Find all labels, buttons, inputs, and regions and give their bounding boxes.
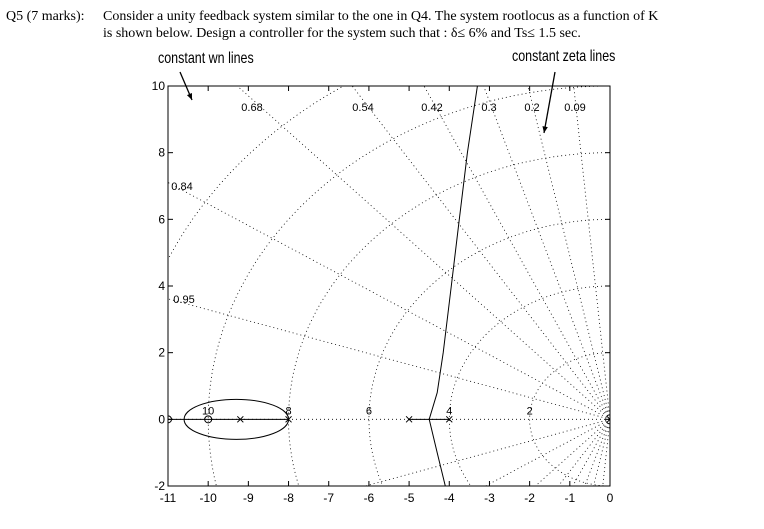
x-tick-label: -10 (199, 491, 217, 505)
x-tick-label: -6 (363, 491, 375, 505)
wn-lines-note: constant wn lines (158, 50, 254, 67)
question-line-1: Consider a unity feedback system similar to the one in Q4. The system rootlocus as a function of K (103, 9, 659, 24)
x-tick-label: -8 (283, 491, 294, 505)
zeta-line (0, 419, 610, 529)
zeta-lines-note: constant zeta lines (512, 48, 616, 65)
y-tick-label: 0 (158, 412, 165, 427)
x-tick-label: -5 (403, 491, 415, 505)
x-tick-label: -1 (564, 491, 576, 505)
zeta-line (64, 419, 610, 529)
x-tick-label: -7 (323, 491, 335, 505)
wn-arc (530, 353, 610, 486)
locus-lower-branch (429, 419, 445, 486)
zeta-line (176, 0, 610, 419)
x-tick-label: -11 (159, 491, 177, 505)
zeta-line (0, 419, 610, 529)
x-tick-label: -4 (443, 491, 455, 505)
y-tick-label: 2 (158, 345, 165, 360)
zeta-line (64, 0, 610, 419)
y-tick-label: 6 (158, 212, 165, 227)
y-tick-label: 10 (151, 79, 165, 93)
zeta-line (538, 419, 610, 529)
x-tick-label: -3 (484, 491, 495, 505)
plot-frame (168, 86, 610, 486)
zeta-note-arrow (544, 72, 555, 133)
zeta-label: 0.68 (241, 102, 263, 114)
question-label: Q5 (7 marks): (6, 9, 85, 24)
question-line-2: is shown below. Design a controller for the system such that : δ≤ 6% and Ts≤ 1.5 sec. (103, 26, 581, 41)
zeta-label: 0.84 (171, 181, 193, 193)
zeta-line (272, 419, 610, 529)
zeta-label: 0.09 (564, 102, 586, 114)
zeta-line (0, 58, 610, 420)
y-tick-label: -2 (154, 479, 165, 493)
zeta-line (369, 419, 610, 529)
wn-label: 6 (365, 405, 372, 418)
wn-arc (128, 19, 610, 529)
locus-upper-branch (429, 86, 477, 419)
zeta-label: 0.54 (352, 102, 374, 114)
wn-label: 10 (202, 405, 215, 418)
zeta-line (176, 419, 610, 529)
y-tick-label: 8 (158, 145, 165, 160)
x-tick-label: -9 (243, 491, 254, 505)
zeta-line (538, 0, 610, 419)
wn-arc (208, 86, 610, 529)
wn-label: 8 (285, 405, 292, 418)
wn-label: 4 (446, 405, 453, 418)
zeta-label: 0.42 (421, 102, 443, 114)
zeta-line (272, 0, 610, 419)
y-tick-label: 4 (158, 279, 165, 293)
wn-label: 2 (526, 405, 533, 418)
x-tick-label: 0 (606, 491, 614, 505)
zeta-line (449, 0, 610, 419)
zeta-note-arrow-head (542, 126, 547, 133)
zeta-line (0, 211, 610, 419)
zeta-line (369, 0, 610, 419)
zeta-line (449, 419, 610, 529)
x-tick-label: -2 (524, 491, 535, 505)
zeta-label: 0.3 (481, 102, 497, 114)
zeta-label: 0.2 (524, 102, 540, 114)
zeta-label: 0.95 (173, 294, 195, 306)
